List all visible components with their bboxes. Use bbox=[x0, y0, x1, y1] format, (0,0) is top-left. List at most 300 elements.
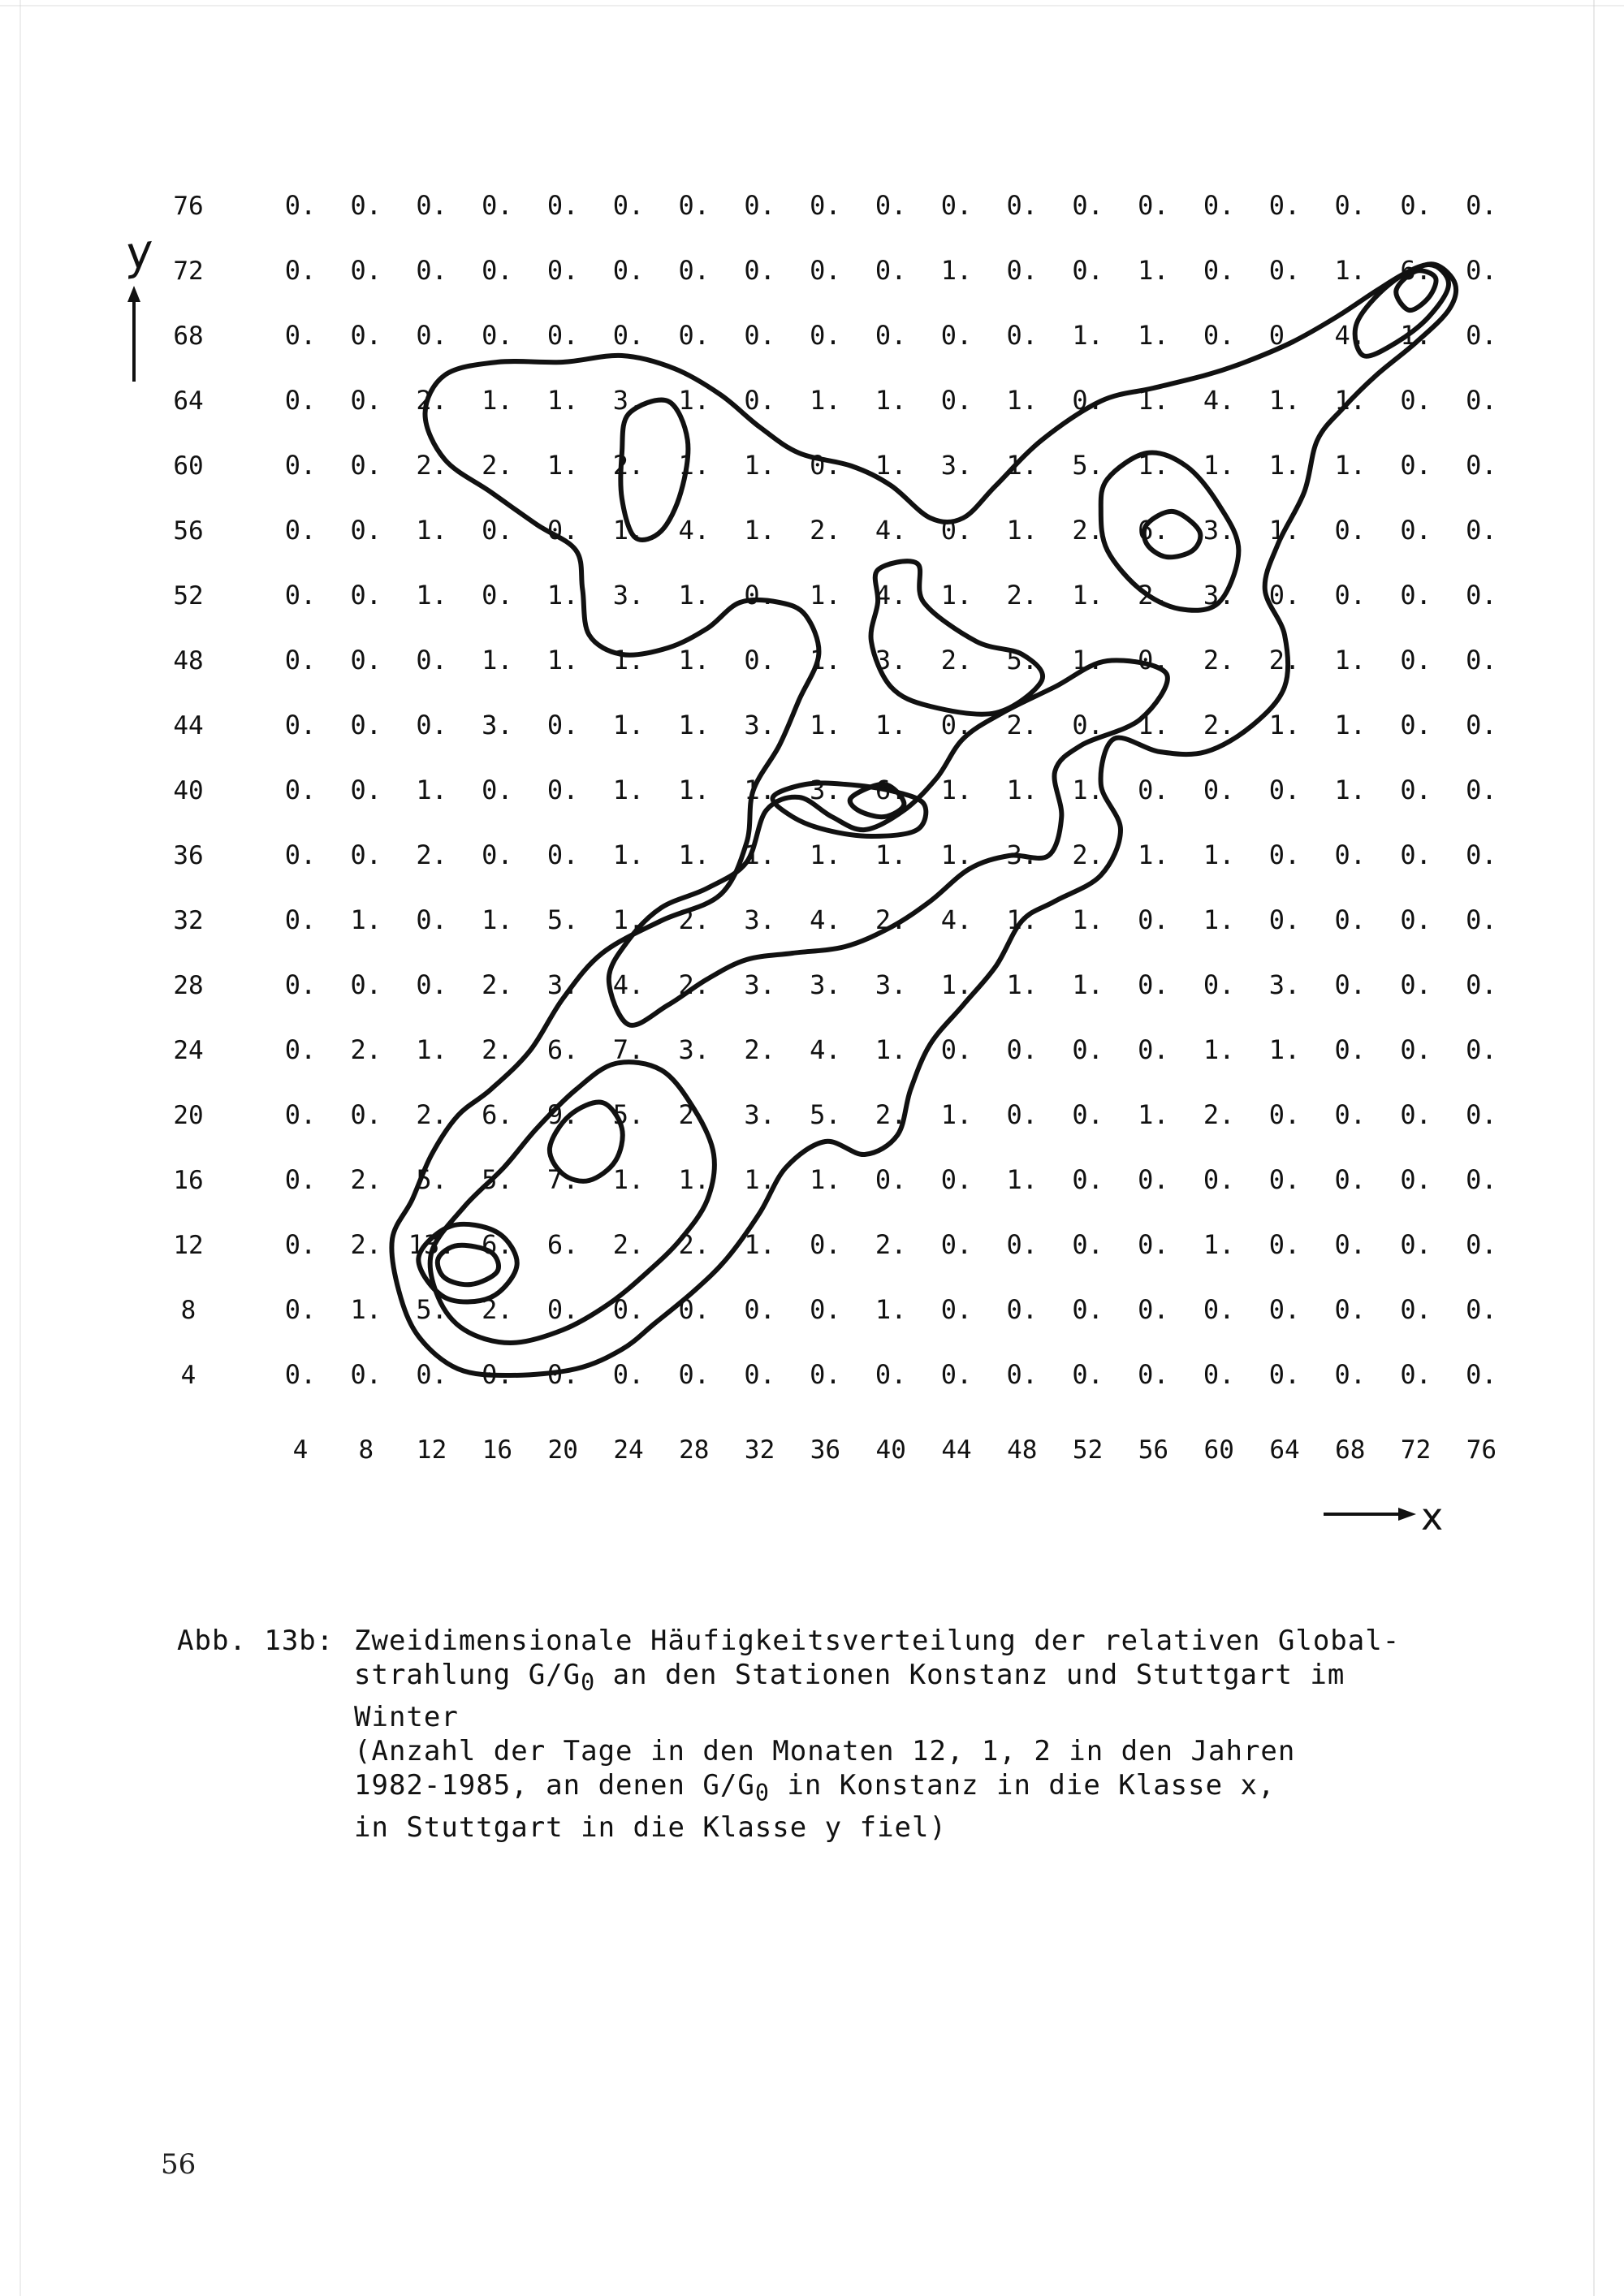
frequency-cell: 1. bbox=[744, 1229, 775, 1260]
frequency-cell: 4. bbox=[1334, 320, 1367, 351]
frequency-cell: 0. bbox=[1466, 255, 1497, 286]
frequency-cell: 2. bbox=[1203, 645, 1235, 675]
frequency-cell: 2. bbox=[482, 1294, 513, 1325]
frequency-cell: 1. bbox=[1138, 1099, 1169, 1130]
frequency-cell: 4. bbox=[1203, 385, 1235, 416]
frequency-cell: 0. bbox=[1466, 190, 1497, 221]
frequency-cell: 0. bbox=[612, 1359, 645, 1390]
frequency-cell: 0. bbox=[940, 1229, 973, 1260]
frequency-cell: 0. bbox=[744, 190, 775, 221]
frequency-cell: 0. bbox=[1466, 320, 1497, 351]
frequency-cell: 2. bbox=[1138, 580, 1169, 611]
caption-subscript: 0 bbox=[754, 1779, 770, 1806]
frequency-cell: 0. bbox=[1138, 904, 1169, 935]
frequency-cell: 0. bbox=[546, 320, 579, 351]
frequency-cell: 1. bbox=[350, 1294, 382, 1325]
frequency-cell: 0. bbox=[416, 904, 447, 935]
frequency-cell: 0. bbox=[744, 255, 775, 286]
frequency-cell: 0. bbox=[482, 515, 513, 546]
frequency-cell: 0. bbox=[810, 1359, 841, 1390]
frequency-cell: 0. bbox=[940, 385, 973, 416]
frequency-cell: 0. bbox=[1268, 320, 1301, 351]
y-axis-label: y bbox=[122, 224, 157, 281]
frequency-cell: 0. bbox=[1072, 710, 1104, 740]
frequency-cell: 0. bbox=[1400, 1229, 1432, 1260]
frequency-cell: 1. bbox=[1072, 969, 1104, 1000]
frequency-cell: 2. bbox=[416, 450, 447, 481]
y-tick-label: 68 bbox=[173, 322, 204, 351]
frequency-cell: 0. bbox=[1203, 320, 1235, 351]
frequency-cell: 0. bbox=[546, 1294, 579, 1325]
frequency-cell: 1. bbox=[1138, 385, 1169, 416]
frequency-cell: 0. bbox=[1006, 320, 1039, 351]
frequency-cell: 0. bbox=[678, 255, 710, 286]
frequency-cell: 0. bbox=[1466, 1164, 1497, 1195]
contour-line bbox=[418, 1224, 516, 1302]
caption-line bbox=[354, 1768, 1276, 1806]
frequency-cell: 3. bbox=[482, 710, 513, 740]
frequency-cell: 0. bbox=[940, 515, 973, 546]
frequency-cell: 1. bbox=[678, 839, 710, 870]
x-tick-label: 40 bbox=[875, 1435, 906, 1465]
frequency-cell: 0. bbox=[350, 320, 382, 351]
frequency-cell: 1. bbox=[546, 580, 579, 611]
frequency-cell: 0. bbox=[1466, 904, 1497, 935]
frequency-cell: 1. bbox=[1138, 320, 1169, 351]
frequency-cell: 0. bbox=[1400, 1294, 1432, 1325]
x-tick-label: 28 bbox=[679, 1435, 710, 1465]
frequency-cell: 0. bbox=[1006, 1099, 1039, 1130]
frequency-cell: 1. bbox=[678, 450, 710, 481]
frequency-cell: 0. bbox=[416, 710, 447, 740]
frequency-cell: 0. bbox=[1268, 1099, 1301, 1130]
y-axis-tick-labels bbox=[173, 192, 203, 1390]
frequency-cell: 0. bbox=[482, 1359, 513, 1390]
frequency-cell: 2. bbox=[416, 385, 447, 416]
y-tick-label: 60 bbox=[173, 451, 204, 481]
x-tick-label: 36 bbox=[810, 1435, 841, 1465]
frequency-cell: 0. bbox=[350, 515, 382, 546]
frequency-cell: 7. bbox=[612, 1034, 645, 1065]
frequency-cell: 1. bbox=[1072, 775, 1104, 805]
frequency-cell: 0. bbox=[1334, 1359, 1367, 1390]
x-tick-label: 8 bbox=[358, 1435, 374, 1465]
frequency-cell: 0. bbox=[1400, 1164, 1432, 1195]
frequency-cell: 1. bbox=[875, 1294, 907, 1325]
frequency-cell: 0. bbox=[482, 255, 513, 286]
frequency-cell: 0. bbox=[1466, 775, 1497, 805]
frequency-cell: 0. bbox=[284, 450, 317, 481]
frequency-cell: 1. bbox=[940, 255, 973, 286]
frequency-cell: 0. bbox=[1268, 580, 1301, 611]
frequency-cell: 1. bbox=[875, 450, 907, 481]
frequency-cell: 1. bbox=[1138, 710, 1169, 740]
y-tick-label: 12 bbox=[173, 1231, 204, 1260]
x-tick-label: 44 bbox=[941, 1435, 972, 1465]
frequency-cell: 0. bbox=[416, 190, 447, 221]
frequency-cell: 0. bbox=[1138, 775, 1169, 805]
frequency-cell: 1. bbox=[744, 775, 775, 805]
frequency-cell: 0. bbox=[1466, 515, 1497, 546]
frequency-cell: 1. bbox=[875, 385, 907, 416]
frequency-cell: 0. bbox=[744, 1294, 775, 1325]
caption-line: (Anzahl der Tage in den Monaten 12, 1, 2 in den Jahren bbox=[354, 1734, 1296, 1767]
frequency-cell: 3. bbox=[1203, 580, 1235, 611]
frequency-cell: 0. bbox=[810, 1294, 841, 1325]
frequency-cell: 0. bbox=[1072, 385, 1104, 416]
x-axis-tick-labels bbox=[293, 1435, 1497, 1465]
x-tick-label: 64 bbox=[1269, 1435, 1300, 1465]
frequency-cell: 0. bbox=[1400, 775, 1432, 805]
frequency-cell: 1. bbox=[875, 710, 907, 740]
frequency-cell: 1. bbox=[810, 1164, 841, 1195]
frequency-cell: 0. bbox=[284, 1229, 317, 1260]
frequency-cell: 2. bbox=[678, 1229, 710, 1260]
frequency-cell: 1. bbox=[612, 710, 645, 740]
frequency-cell: 0. bbox=[1466, 450, 1497, 481]
frequency-cell: 0. bbox=[1268, 904, 1301, 935]
y-tick-label: 44 bbox=[173, 711, 204, 740]
frequency-cell: 0. bbox=[284, 190, 317, 221]
frequency-cell: 0. bbox=[284, 515, 317, 546]
frequency-cell: 0. bbox=[810, 320, 841, 351]
caption-text bbox=[354, 1624, 1442, 1845]
frequency-cell: 0. bbox=[1006, 1034, 1039, 1065]
frequency-cell: 0. bbox=[1138, 1294, 1169, 1325]
frequency-cell: 2. bbox=[744, 1034, 775, 1065]
x-tick-label: 68 bbox=[1335, 1435, 1366, 1465]
frequency-cell: 0. bbox=[1400, 580, 1432, 611]
frequency-cell: 0. bbox=[1072, 1294, 1104, 1325]
frequency-cell: 1. bbox=[678, 710, 710, 740]
frequency-cell: 3. bbox=[744, 1099, 775, 1130]
frequency-cell: 0. bbox=[1268, 190, 1301, 221]
frequency-cell: 0. bbox=[1203, 1359, 1235, 1390]
frequency-cell: 2. bbox=[612, 450, 645, 481]
frequency-cell: 0. bbox=[546, 775, 579, 805]
frequency-cell: 1. bbox=[546, 645, 579, 675]
caption-fragment: 1982-1985, an denen G/G bbox=[354, 1768, 755, 1802]
frequency-cell: 0. bbox=[350, 1359, 382, 1390]
frequency-cell: 1. bbox=[416, 1034, 447, 1065]
frequency-cell: 0. bbox=[1400, 1034, 1432, 1065]
y-tick-label: 24 bbox=[173, 1036, 204, 1065]
frequency-cell: 0. bbox=[678, 1359, 710, 1390]
frequency-cell: 1. bbox=[1203, 839, 1235, 870]
frequency-cell: 0. bbox=[1203, 255, 1235, 286]
frequency-cell: 0. bbox=[1334, 839, 1367, 870]
frequency-cell: 0. bbox=[1138, 190, 1169, 221]
y-tick-label: 36 bbox=[173, 841, 204, 870]
frequency-cell: 0. bbox=[284, 320, 317, 351]
frequency-cell: 1. bbox=[482, 385, 513, 416]
frequency-cell: 0. bbox=[1400, 645, 1432, 675]
frequency-cell: 0. bbox=[350, 450, 382, 481]
frequency-cell: 0. bbox=[1400, 450, 1432, 481]
y-tick-label: 4 bbox=[180, 1361, 197, 1390]
frequency-cell: 0. bbox=[1466, 839, 1497, 870]
frequency-cell: 2. bbox=[1006, 580, 1039, 611]
y-tick-label: 40 bbox=[173, 776, 204, 805]
frequency-cell: 3. bbox=[546, 969, 579, 1000]
frequency-cell: 0. bbox=[940, 190, 973, 221]
frequency-cell: 4. bbox=[940, 904, 973, 935]
frequency-cell: 2. bbox=[1203, 1099, 1235, 1130]
frequency-cell: 0. bbox=[546, 190, 579, 221]
frequency-cell: 1. bbox=[1138, 255, 1169, 286]
frequency-cell: 5. bbox=[546, 904, 579, 935]
x-tick-label: 60 bbox=[1203, 1435, 1234, 1465]
frequency-cell: 0. bbox=[678, 320, 710, 351]
frequency-cell: 0. bbox=[284, 904, 317, 935]
frequency-cell: 0. bbox=[350, 969, 382, 1000]
frequency-cell: 0. bbox=[416, 320, 447, 351]
x-tick-label: 32 bbox=[744, 1435, 775, 1465]
frequency-cell: 0. bbox=[1466, 385, 1497, 416]
frequency-cell: 3. bbox=[744, 710, 775, 740]
frequency-cell: 0. bbox=[284, 969, 317, 1000]
frequency-cell: 1. bbox=[678, 645, 710, 675]
frequency-cell: 2. bbox=[482, 969, 513, 1000]
contour-lines bbox=[391, 264, 1456, 1375]
frequency-cell: 1. bbox=[940, 969, 973, 1000]
contour-line bbox=[438, 1245, 499, 1284]
frequency-cell: 1. bbox=[678, 775, 710, 805]
frequency-cell: 0. bbox=[940, 1034, 973, 1065]
frequency-cell: 1. bbox=[810, 645, 841, 675]
frequency-cell: 1. bbox=[1268, 515, 1301, 546]
frequency-cell: 1. bbox=[744, 450, 775, 481]
frequency-cell: 0. bbox=[810, 255, 841, 286]
frequency-cell: 5. bbox=[482, 1164, 513, 1195]
frequency-cell: 3. bbox=[810, 775, 841, 805]
frequency-cell: 1. bbox=[875, 839, 907, 870]
x-axis-label: x bbox=[1421, 1495, 1444, 1539]
frequency-cell: 0. bbox=[1138, 1034, 1169, 1065]
frequency-cell: 2. bbox=[810, 515, 841, 546]
frequency-cell: 0. bbox=[1466, 1229, 1497, 1260]
frequency-cell: 5. bbox=[1072, 450, 1104, 481]
frequency-cell: 0. bbox=[284, 1034, 317, 1065]
y-tick-label: 8 bbox=[180, 1296, 197, 1325]
frequency-cell: 0. bbox=[810, 450, 841, 481]
frequency-cell: 1. bbox=[744, 1164, 775, 1195]
frequency-cell: 0. bbox=[350, 839, 382, 870]
frequency-cell: 1. bbox=[1203, 1229, 1235, 1260]
frequency-cell: 1. bbox=[1138, 839, 1169, 870]
frequency-cell: 1. bbox=[1138, 450, 1169, 481]
y-tick-label: 32 bbox=[173, 906, 204, 935]
frequency-cell: 4. bbox=[875, 515, 907, 546]
caption-fragment: strahlung G/G bbox=[354, 1659, 581, 1691]
frequency-cell: 3. bbox=[1203, 515, 1235, 546]
frequency-cell: 0. bbox=[1400, 904, 1432, 935]
frequency-cell: 0. bbox=[1466, 1294, 1497, 1325]
frequency-cell: 0. bbox=[350, 1099, 382, 1130]
frequency-cell: 0. bbox=[1203, 1164, 1235, 1195]
frequency-cell: 6. bbox=[546, 1034, 579, 1065]
y-tick-label: 52 bbox=[173, 581, 204, 611]
frequency-cell: 0. bbox=[284, 645, 317, 675]
frequency-cell: 0. bbox=[1334, 580, 1367, 611]
frequency-cell: 0. bbox=[284, 775, 317, 805]
frequency-cell: 1. bbox=[940, 839, 973, 870]
frequency-cell: 0. bbox=[678, 190, 710, 221]
frequency-cell: 0. bbox=[350, 190, 382, 221]
frequency-cell: 4. bbox=[612, 969, 645, 1000]
frequency-cell: 0. bbox=[810, 190, 841, 221]
frequency-cell: 0. bbox=[1268, 839, 1301, 870]
frequency-cell: 0. bbox=[416, 255, 447, 286]
frequency-cell: 13. bbox=[408, 1229, 456, 1260]
frequency-cell: 0. bbox=[1072, 1034, 1104, 1065]
frequency-cell: 2. bbox=[875, 1229, 907, 1260]
caption-line bbox=[354, 1659, 1345, 1696]
caption-subscript: 0 bbox=[581, 1668, 596, 1696]
frequency-cell: 0. bbox=[1072, 1099, 1104, 1130]
frequency-cell: 1. bbox=[612, 904, 645, 935]
frequency-cell: 0. bbox=[1400, 969, 1432, 1000]
frequency-cell: 0. bbox=[546, 515, 579, 546]
frequency-cell: 1. bbox=[1072, 580, 1104, 611]
frequency-cell: 0. bbox=[1203, 969, 1235, 1000]
frequency-cell: 1. bbox=[940, 1099, 973, 1130]
frequency-cell: 1. bbox=[744, 515, 775, 546]
frequency-cell: 0. bbox=[875, 1359, 907, 1390]
frequency-cell: 2. bbox=[612, 1229, 645, 1260]
frequency-cell: 0. bbox=[1466, 1359, 1497, 1390]
y-tick-label: 56 bbox=[173, 516, 204, 546]
frequency-cell: 0. bbox=[678, 1294, 710, 1325]
frequency-cell: 0. bbox=[1072, 1359, 1104, 1390]
frequency-cell: 0. bbox=[416, 969, 447, 1000]
frequency-cell: 1. bbox=[875, 1034, 907, 1065]
frequency-cell: 0. bbox=[546, 1359, 579, 1390]
frequency-cell: 1. bbox=[1006, 515, 1039, 546]
frequency-cell: 0. bbox=[1334, 1099, 1367, 1130]
frequency-cell: 0. bbox=[284, 255, 317, 286]
frequency-cell: 1. bbox=[1268, 1034, 1301, 1065]
frequency-cell: 3. bbox=[875, 969, 907, 1000]
frequency-cell: 0. bbox=[940, 1294, 973, 1325]
frequency-cell: 0. bbox=[1006, 255, 1039, 286]
frequency-cell: 3. bbox=[875, 645, 907, 675]
frequency-cell: 0. bbox=[612, 1294, 645, 1325]
caption-line: Zweidimensionale Häufigkeitsverteilung der relativen Global- bbox=[354, 1625, 1401, 1657]
frequency-cell: 1. bbox=[416, 515, 447, 546]
frequency-cell: 5. bbox=[416, 1164, 447, 1195]
frequency-cell: 1. bbox=[546, 385, 579, 416]
frequency-cell: 3. bbox=[612, 385, 645, 416]
frequency-cell: 4. bbox=[810, 904, 841, 935]
frequency-cell: 1. bbox=[1334, 775, 1367, 805]
frequency-cell: 2. bbox=[678, 969, 710, 1000]
y-tick-label: 16 bbox=[173, 1166, 204, 1195]
frequency-cell: 0. bbox=[744, 645, 775, 675]
frequency-cell: 0. bbox=[284, 1099, 317, 1130]
frequency-cell: 1. bbox=[1334, 255, 1367, 286]
frequency-cell: 2. bbox=[1203, 710, 1235, 740]
frequency-cell: 1. bbox=[678, 385, 710, 416]
frequency-cell: 0. bbox=[1400, 839, 1432, 870]
frequency-cell: 0. bbox=[1466, 580, 1497, 611]
y-tick-label: 28 bbox=[173, 971, 204, 1000]
frequency-cell: 4. bbox=[678, 515, 710, 546]
frequency-cell: 0. bbox=[482, 839, 513, 870]
frequency-cell: 0. bbox=[612, 255, 645, 286]
frequency-cell: 6. bbox=[875, 775, 907, 805]
frequency-cell: 6. bbox=[1400, 255, 1432, 286]
frequency-cell: 4. bbox=[810, 1034, 841, 1065]
frequency-cell: 0. bbox=[1072, 255, 1104, 286]
caption-label: Abb. 13b: bbox=[177, 1625, 335, 1657]
frequency-cell: 1. bbox=[482, 904, 513, 935]
frequency-cell: 1. bbox=[1072, 904, 1104, 935]
frequency-cell: 0. bbox=[482, 190, 513, 221]
frequency-cell: 3. bbox=[744, 904, 775, 935]
frequency-cell: 1. bbox=[1268, 385, 1301, 416]
frequency-cell: 0. bbox=[546, 839, 579, 870]
frequency-cell: 1. bbox=[810, 710, 841, 740]
caption-fragment: in Konstanz in die Klasse x, bbox=[769, 1768, 1276, 1802]
frequency-cell: 1. bbox=[1006, 904, 1039, 935]
frequency-cell: 0. bbox=[1334, 1164, 1367, 1195]
frequency-cell: 3. bbox=[810, 969, 841, 1000]
frequency-cell: 0. bbox=[1268, 1359, 1301, 1390]
frequency-cell: 0. bbox=[1466, 1034, 1497, 1065]
frequency-cell: 1. bbox=[612, 1164, 645, 1195]
frequency-cell: 0. bbox=[875, 190, 907, 221]
frequency-cell: 0. bbox=[744, 320, 775, 351]
frequency-cell: 0. bbox=[1006, 1294, 1039, 1325]
frequency-cell: 0. bbox=[744, 580, 775, 611]
frequency-cell: 0. bbox=[875, 320, 907, 351]
frequency-cell: 6. bbox=[482, 1229, 513, 1260]
frequency-cell: 0. bbox=[1138, 1359, 1169, 1390]
frequency-cell: 2. bbox=[678, 904, 710, 935]
frequency-cell: 2. bbox=[350, 1034, 382, 1065]
frequency-cell: 1. bbox=[482, 645, 513, 675]
frequency-cell: 0. bbox=[1466, 710, 1497, 740]
frequency-cell: 0. bbox=[1203, 775, 1235, 805]
frequency-cell: 0. bbox=[940, 710, 973, 740]
frequency-cell: 1. bbox=[940, 775, 973, 805]
frequency-cell: 2. bbox=[678, 1099, 710, 1130]
frequency-cell: 0. bbox=[1072, 1229, 1104, 1260]
frequency-cell: 1. bbox=[1203, 904, 1235, 935]
frequency-cell: 0. bbox=[1203, 190, 1235, 221]
frequency-cell: 1. bbox=[1006, 450, 1039, 481]
frequency-cell: 1. bbox=[612, 775, 645, 805]
x-tick-label: 76 bbox=[1466, 1435, 1497, 1465]
caption-line: in Stuttgart in die Klasse y fiel) bbox=[354, 1810, 947, 1844]
frequency-cell: 0. bbox=[284, 710, 317, 740]
frequency-cell: 1. bbox=[810, 385, 841, 416]
frequency-cell: 1. bbox=[1400, 320, 1432, 351]
frequency-cell: 0. bbox=[284, 1359, 317, 1390]
y-tick-label: 48 bbox=[173, 646, 204, 675]
frequency-cell: 1. bbox=[1006, 775, 1039, 805]
frequency-cell: 0. bbox=[1466, 645, 1497, 675]
y-tick-label: 64 bbox=[173, 386, 204, 416]
frequency-cell: 0. bbox=[875, 255, 907, 286]
frequency-cell: 3. bbox=[1006, 839, 1039, 870]
frequency-cell: 0. bbox=[1006, 190, 1039, 221]
x-tick-label: 20 bbox=[547, 1435, 578, 1465]
x-tick-label: 48 bbox=[1007, 1435, 1038, 1465]
frequency-cell: 0. bbox=[940, 1164, 973, 1195]
x-tick-label: 52 bbox=[1072, 1435, 1104, 1465]
